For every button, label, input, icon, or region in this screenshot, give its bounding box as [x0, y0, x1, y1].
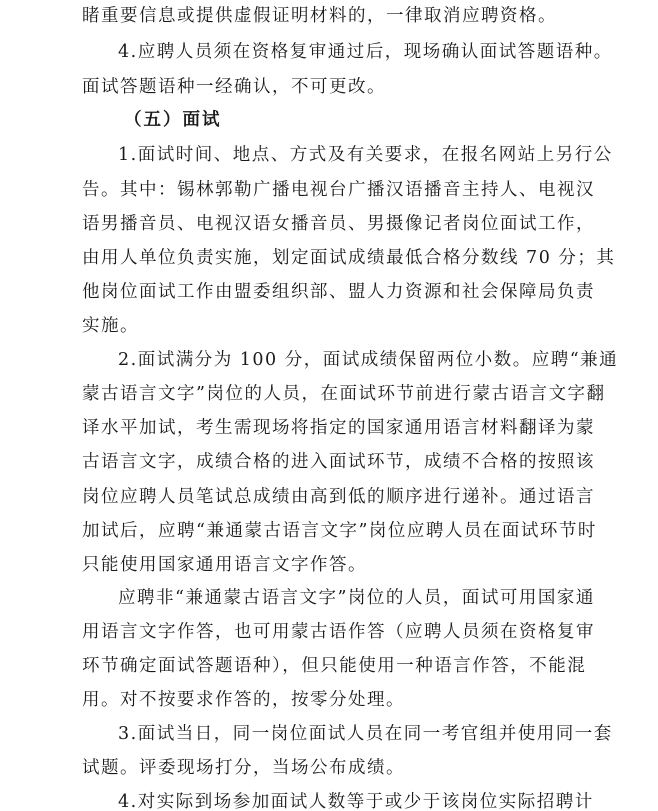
text-line: 告。其中：锡林郭勒广播电视台广播汉语播音主持人、电视汉: [82, 180, 595, 200]
text-line: 面试答题语种一经确认，不可更改。: [82, 77, 386, 97]
text-line: 译水平加试，考生需现场将指定的国家通用语言材料翻译为蒙: [82, 418, 595, 438]
text-line: 语男播音员、电视汉语女播音员、男摄像记者岗位面试工作，: [82, 214, 595, 234]
text-line: 实施。: [82, 316, 139, 336]
text-line: 1.面试时间、地点、方式及有关要求，在报名网站上另行公: [118, 145, 613, 165]
text-line: 睹重要信息或提供虚假证明材料的，一律取消应聘资格。: [82, 6, 557, 26]
text-line: 4.对实际到场参加面试人数等于或少于该岗位实际招聘计: [118, 792, 594, 811]
text-line: 环节确定面试答题语种），但只能使用一种语言作答，不能混: [82, 656, 587, 676]
text-line: 应聘非“兼通蒙古语言文字”岗位的人员，面试可用国家通: [118, 588, 595, 608]
text-line: 岗位应聘人员笔试总成绩由高到低的顺序进行递补。通过语言: [82, 487, 595, 507]
section-heading: （五）面试: [124, 110, 222, 130]
text-line: 4.应聘人员须在资格复审通过后，现场确认面试答题语种。: [118, 42, 613, 62]
text-line: 古语言文字，成绩合格的进入面试环节，成绩不合格的按照该: [82, 452, 595, 472]
text-line: 2.面试满分为 100 分，面试成绩保留两位小数。应聘“兼通: [118, 350, 619, 370]
text-line: 他岗位面试工作由盟委组织部、盟人力资源和社会保障局负责: [82, 282, 595, 302]
text-line: 用。对不按要求作答的，按零分处理。: [82, 690, 405, 710]
text-line: 试题。评委现场打分，当场公布成绩。: [82, 758, 405, 778]
text-line: 3.面试当日，同一岗位面试人员在同一考官组并使用同一套: [118, 724, 613, 744]
text-line: 用语言文字作答，也可用蒙古语作答（应聘人员须在资格复审: [82, 622, 595, 642]
text-line: 蒙古语言文字”岗位的人员，在面试环节前进行蒙古语言文字翻: [82, 384, 606, 404]
text-line: 由用人单位负责实施，划定面试成绩最低合格分数线 70 分；其: [82, 248, 616, 268]
text-line: 只能使用国家通用语言文字作答。: [82, 555, 367, 575]
text-line: 加试后，应聘“兼通蒙古语言文字”岗位应聘人员在面试环节时: [82, 521, 597, 541]
